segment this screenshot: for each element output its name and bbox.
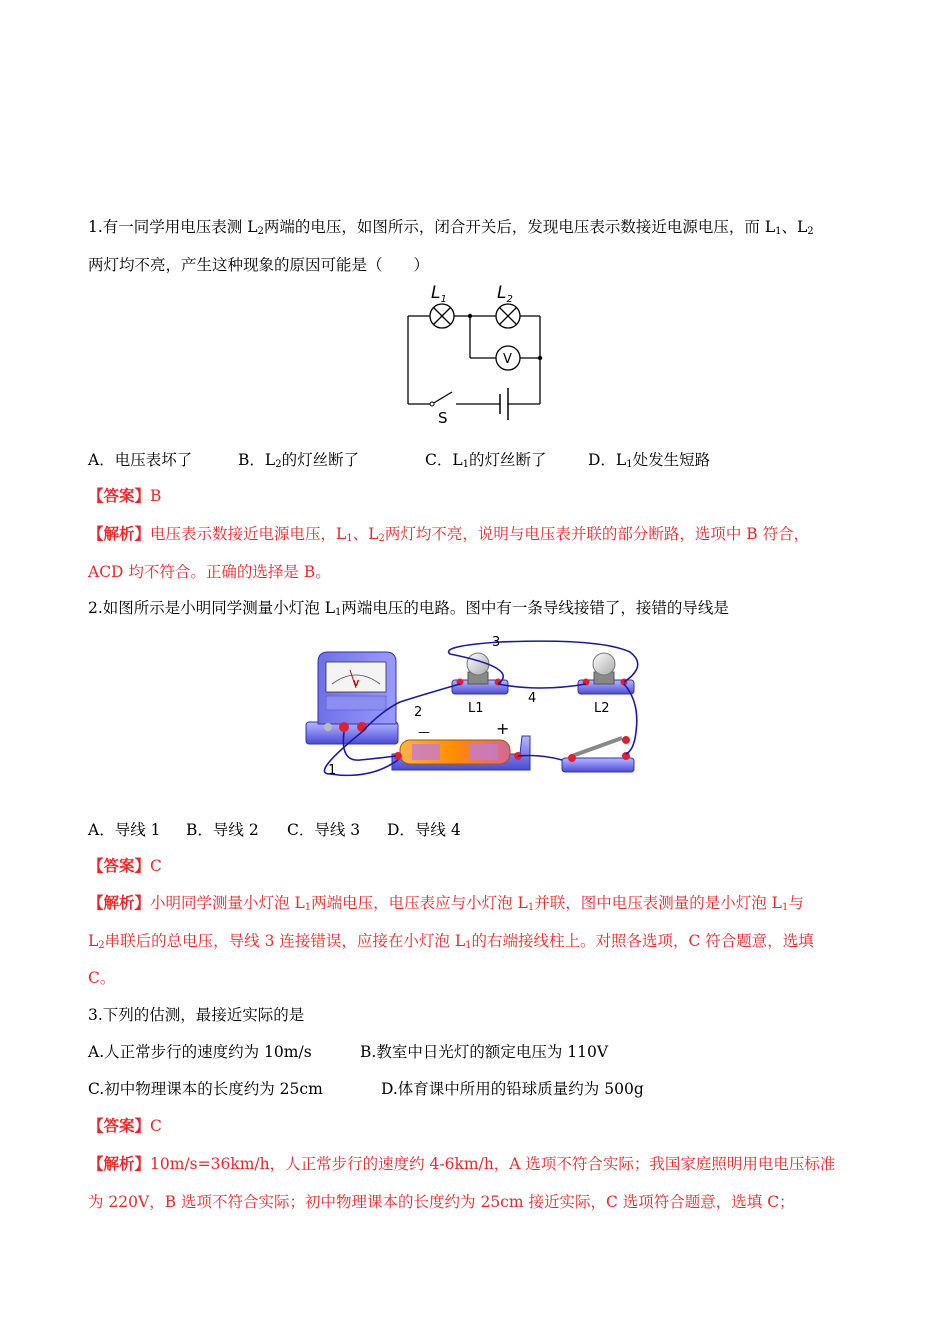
q1-answer	[88, 486, 161, 506]
svg-text:L1	[431, 283, 447, 305]
q2-answer	[88, 856, 162, 876]
minus-label: —	[418, 725, 430, 739]
analysis-text: 电压表示数接近电源电压，L	[150, 525, 347, 543]
q1-analysis-line2: ACD 均不符合。正确的选择是 B。	[88, 563, 331, 581]
q2-analysis-line2	[88, 931, 814, 956]
meter-v-label: V	[353, 679, 360, 688]
opt-text: 的灯丝断了	[469, 451, 547, 469]
q3-option-b: B.教室中日光灯的额定电压为 110V	[360, 1043, 609, 1061]
q3-option-c: C.初中物理课本的长度约为 25cm	[88, 1080, 323, 1098]
q3-analysis-line1	[88, 1154, 835, 1174]
switch-device-icon	[562, 736, 634, 772]
q1-stem-text-a: 1.有一同学用电压表测 L	[88, 218, 258, 236]
q1-option-d	[588, 450, 710, 475]
wire-2-label: 2	[414, 705, 423, 720]
q1-stem-text-b: 两端的电压，如图所示，闭合开关后，发现电压表示数接近电源电压，而 L	[263, 218, 776, 236]
analysis-sub: 1	[304, 902, 312, 913]
analysis-text: 小明同学测量小灯泡 L	[150, 894, 305, 912]
plus-label: +	[496, 719, 510, 738]
q2-analysis-line3: C。	[88, 969, 116, 987]
q1-option-c	[425, 450, 547, 475]
analysis-sub: 2	[98, 940, 105, 951]
voltmeter-label: V	[503, 352, 512, 367]
q1-sub: 2	[257, 226, 264, 237]
analysis-text: 10m/s=36km/h，人正常步行的速度约 4-6km/h，A 选项不符合实际；我国家庭照明用电电压标准	[150, 1155, 836, 1173]
answer-tag: 【答案】	[88, 486, 151, 505]
q1-option-b	[238, 450, 359, 475]
q1-option-a: A．电压表坏了	[88, 451, 193, 469]
opt-sub: 1	[626, 459, 633, 470]
analysis-text: 并联，图中电压表测量的是小灯泡 L	[534, 894, 782, 912]
l1-sub: 1	[440, 294, 447, 305]
l2-sub: 2	[506, 294, 513, 305]
analysis-text: 、L	[352, 525, 379, 543]
answer-value: C	[150, 857, 162, 875]
analysis-sub: 1	[346, 533, 353, 544]
switch-icon	[432, 392, 452, 404]
analysis-text: L	[88, 932, 99, 950]
q1-sub: 2	[807, 226, 814, 237]
q2-option-c: C．导线 3	[287, 821, 361, 839]
svg-text:L2	[497, 283, 513, 305]
answer-tag: 【答案】	[88, 856, 151, 875]
opt-text: B．L	[238, 451, 276, 469]
q3-stem: 3.下列的估测，最接近实际的是	[88, 1006, 305, 1024]
wire-1-label: 1	[328, 763, 337, 778]
l2-label: L	[497, 283, 507, 303]
analysis-sub: 1	[465, 940, 472, 951]
analysis-text: 的右端接线柱上。对照各选项，C 符合题意，选填	[471, 932, 814, 950]
analysis-text: 串联后的总电压，导线 3 连接错误，应接在小灯泡 L	[104, 932, 466, 950]
q1-analysis-line1	[88, 524, 809, 549]
l1-device-label: L1	[468, 701, 484, 716]
analysis-sub: 1	[781, 902, 789, 913]
opt-text: 处发生短路	[632, 451, 711, 469]
q2-sub: 1	[335, 607, 342, 618]
q2-stem-text: 两端电压的电路。图中有一条导线接错了，接错的导线是	[341, 599, 729, 617]
q3-option-a: A.人正常步行的速度约为 10m/s	[88, 1043, 312, 1061]
opt-text: 的灯丝断了	[281, 451, 360, 469]
l1-label: L	[431, 283, 441, 303]
voltmeter-device-icon	[306, 652, 398, 744]
q2-option-d: D．导线 4	[387, 821, 461, 839]
l2-device-label: L2	[594, 701, 610, 716]
opt-sub: 2	[275, 459, 282, 470]
answer-value: C	[150, 1117, 162, 1135]
analysis-sub: 2	[378, 533, 385, 544]
q2-option-b: B．导线 2	[186, 821, 259, 839]
analysis-tag: 【解析】	[88, 1154, 151, 1173]
wire-3-label: 3	[492, 635, 501, 650]
q3-option-d: D.体育课中所用的铅球质量约为 500g	[381, 1080, 644, 1098]
q2-analysis-line1	[88, 893, 804, 918]
q2-stem	[88, 598, 729, 623]
q2-stem-text: 2.如图所示是小明同学测量小灯泡 L	[88, 599, 336, 617]
q1-circuit-diagram	[400, 280, 560, 430]
q2-circuit-picture	[300, 632, 660, 782]
battery-device-icon	[392, 736, 530, 770]
wire-4-label: 4	[528, 691, 537, 706]
q1-stem-text-c: 、L	[781, 218, 808, 236]
q1-sub: 1	[775, 226, 782, 237]
opt-sub: 1	[462, 459, 470, 470]
opt-text: C．L	[425, 451, 463, 469]
analysis-text: 与	[788, 894, 804, 912]
analysis-tag: 【解析】	[88, 893, 151, 912]
lamp-l1-device-icon	[452, 653, 508, 694]
q3-analysis-line2: 为 220V，B 选项不符合实际；初中物理课本的长度约为 25cm 接近实际，C 选项符合题意，选填 C；	[88, 1193, 795, 1211]
answer-tag: 【答案】	[88, 1116, 151, 1135]
q3-answer	[88, 1116, 162, 1136]
analysis-sub: 1	[527, 902, 535, 913]
answer-value: B	[150, 487, 162, 505]
q1-stem-line2: 两灯均不亮，产生这种现象的原因可能是（ ）	[88, 256, 430, 274]
opt-text: D．L	[588, 451, 627, 469]
switch-label: S	[438, 409, 448, 427]
analysis-tag: 【解析】	[88, 524, 151, 543]
q1-stem-line1	[88, 217, 814, 242]
analysis-text: 两端电压，电压表应与小灯泡 L	[311, 894, 528, 912]
lamp-l2-device-icon	[578, 653, 634, 694]
analysis-text: 两灯均不亮，说明与电压表并联的部分断路，选项中 B 符合，	[384, 525, 810, 543]
q2-option-a: A．导线 1	[88, 821, 161, 839]
